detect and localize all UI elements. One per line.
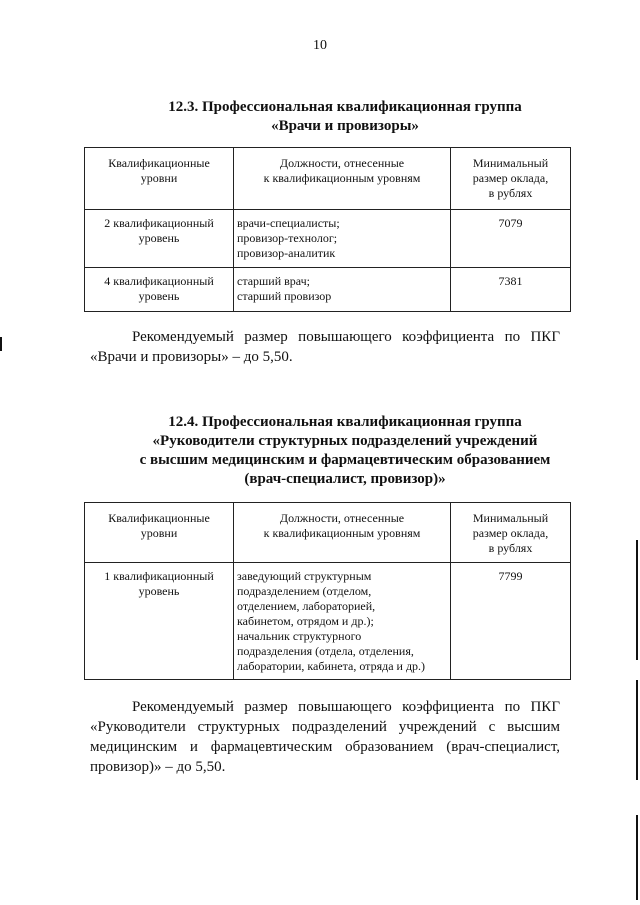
page-number: 10: [313, 38, 327, 53]
cell-positions: старший врач; старший провизор: [234, 268, 451, 312]
section-title-line: «Врачи и провизоры»: [271, 118, 419, 134]
scan-edge-mark: [636, 540, 638, 660]
cell-positions: врачи-специалисты; провизор-технолог; провизор-аналитик: [234, 210, 451, 268]
section-title-line: 12.3. Профессиональная квалификационная группа: [168, 99, 522, 115]
paragraph-line: провизор)» – до 5,50.: [90, 759, 226, 775]
cell-level: 4 квалификационный уровень: [85, 268, 234, 312]
header-salary: Минимальный размер оклада, в рублях: [451, 503, 571, 563]
paragraph-line: медицинским и фармацевтическим образованием (врач-специалист,: [90, 739, 560, 755]
paragraph-line: Рекомендуемый размер повышающего коэффициента по ПКГ: [132, 329, 560, 345]
section-title-line: (врач-специалист, провизор)»: [244, 471, 446, 487]
section-title-12-3: [60, 98, 630, 136]
table-header-row: [85, 148, 571, 210]
cell-level: 1 квалификационный уровень: [85, 563, 234, 680]
section-title-12-4: [60, 413, 630, 489]
paragraph-line: «Врачи и провизоры» – до 5,50.: [90, 349, 293, 365]
section-title-line: 12.4. Профессиональная квалификационная группа: [168, 414, 522, 430]
paragraph-line: Рекомендуемый размер повышающего коэффициента по ПКГ: [132, 699, 560, 715]
header-positions: Должности, отнесенные к квалификационным уровням: [234, 503, 451, 563]
table-row: [85, 563, 571, 680]
cell-level: 2 квалификационный уровень: [85, 210, 234, 268]
header-levels: Квалификационные уровни: [85, 503, 234, 563]
scan-edge-mark: [636, 815, 638, 900]
section-title-line: «Руководители структурных подразделений учреждений: [152, 433, 538, 449]
qualification-table-12-4: [84, 502, 571, 680]
header-levels: Квалификационные уровни: [85, 148, 234, 210]
table-header-row: [85, 503, 571, 563]
cell-salary: 7079: [451, 210, 571, 268]
coefficient-paragraph-12-4: [90, 697, 560, 777]
scan-edge-mark: [636, 680, 638, 780]
header-salary: Минимальный размер оклада, в рублях: [451, 148, 571, 210]
coefficient-paragraph-12-3: [90, 327, 560, 367]
table-row: [85, 268, 571, 312]
table-row: [85, 210, 571, 268]
cell-salary: 7799: [451, 563, 571, 680]
cell-positions: заведующий структурным подразделением (отделом, отделением, лабораторией, кабинетом, отрядом и др.); начальник структурного подразделения (отдела, отделения, лаборатории, кабинета, отряда и др.): [234, 563, 451, 680]
paragraph-line: «Руководители структурных подразделений учреждений с высшим: [90, 719, 560, 735]
qualification-table-12-3: [84, 147, 571, 312]
cell-salary: 7381: [451, 268, 571, 312]
section-title-line: с высшим медицинским и фармацевтическим образованием: [139, 452, 551, 468]
scan-edge-mark: [0, 337, 2, 351]
header-positions: Должности, отнесенные к квалификационным уровням: [234, 148, 451, 210]
